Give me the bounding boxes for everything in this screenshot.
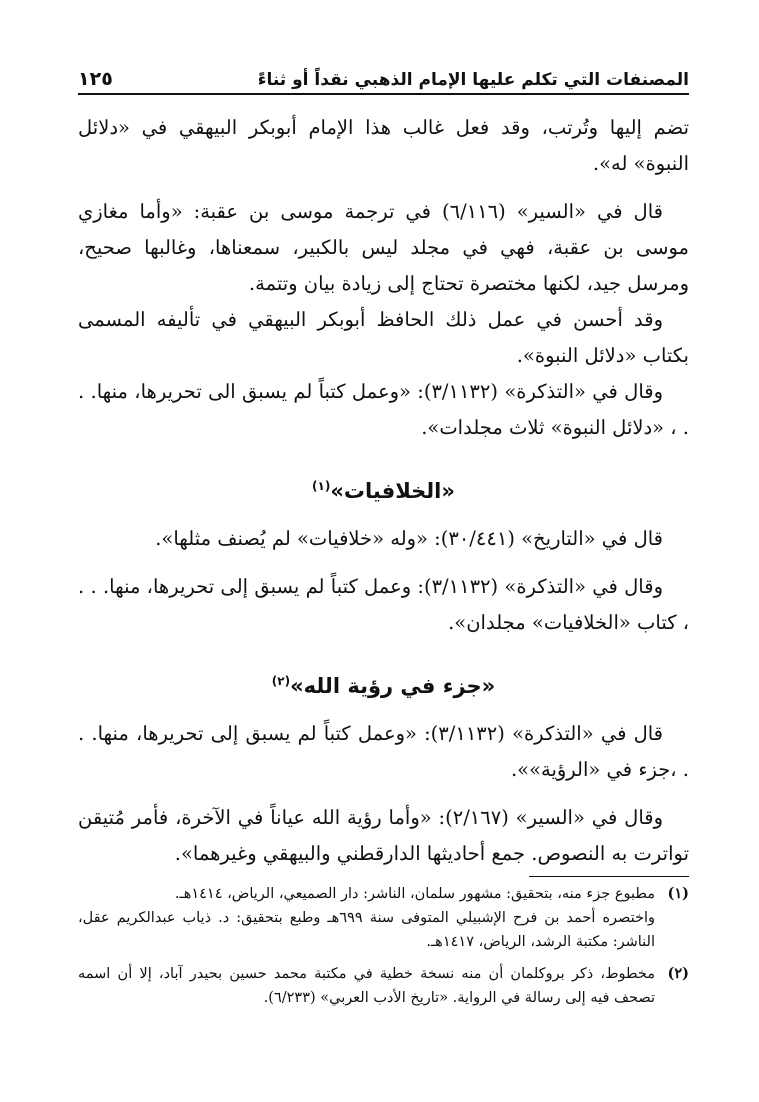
- paragraph-continuation: تضم إليها وتُرتب، وقد فعل غالب هذا الإمام أبوبكر البيهقي في «دلائل النبوة» له».: [78, 116, 689, 175]
- header-rule: [78, 93, 689, 95]
- footnote-separator: [529, 876, 689, 877]
- footnote-line: مطبوع جزء منه، بتحقيق: مشهور سلمان، الناشر: دار الصميعي، الرياض، ١٤١٤هـ.: [174, 886, 655, 902]
- paragraph-tadhkira-quote: وقال في «التذكرة» (٣/١١٣٢): «وعمل كتباً لم يسبق الى تحريرها، منها. . . ، «دلائل النبوة» ثلاث مجلدات».: [78, 380, 689, 439]
- section-title: «جزء في رؤية الله»: [290, 674, 496, 698]
- paragraph-siyar-ruya: وقال في «السير» (٢/١٦٧): «وأما رؤية الله عياناً في الآخرة، فأمر مُتيقن تواترت به النصوص. جمع أحاديثها الدارقطني والبيهقي وغيرهما».: [78, 806, 689, 865]
- footnote-ref: (٢): [271, 674, 291, 688]
- section-title: «الخلافيات»: [330, 479, 455, 503]
- paragraph-tadhkira-ruya: قال في «التذكرة» (٣/١١٣٢): «وعمل كتباً لم يسبق إلى تحريرها، منها. . . ،جزء في «الرؤية»».: [78, 722, 689, 781]
- paragraph-siyar-quote: قال في «السير» (٦/١١٦) في ترجمة موسى بن عقبة: «وأما مغازي موسى بن عقبة، فهي في مجلد ليس بالكبير، سمعناها، وغالبها صحيح، ومرسل جيد، لكنها مختصرة تحتاج إلى زيادة بيان وتتمة.: [78, 200, 689, 295]
- footnote-1: [78, 882, 689, 954]
- footnote-ref: (١): [312, 479, 331, 493]
- footnote-number: (١): [667, 885, 689, 902]
- main-text: [78, 110, 689, 872]
- paragraph-bayhaqi: وقد أحسن في عمل ذلك الحافظ أبوبكر البيهقي في تأليفه المسمى بكتاب «دلائل النبوة».: [78, 308, 689, 367]
- footnote-number: (٢): [667, 965, 689, 982]
- page-header: [78, 58, 689, 90]
- section-heading-khilafiyat: [78, 468, 689, 509]
- section-heading-ruyat-allah: [78, 663, 689, 704]
- footnotes: [78, 882, 689, 1018]
- footnote-line: مخطوط، ذكر بروكلمان أن منه نسخة خطية في مكتبة محمد حسين بحيدر آباد، إلا أن اسمه تصحف فيه إلى رسالة في الرواية. «تاريخ الأدب العربي» (٦/٢٣٣).: [78, 966, 655, 1006]
- running-title: المصنفات التي تكلم عليها الإمام الذهبي نقداً أو ثناءً: [257, 70, 689, 90]
- paragraph-tadhkira-khilafiyat: وقال في «التذكرة» (٣/١١٣٢): وعمل كتباً لم يسبق إلى تحريرها، منها. . . ، كتاب «الخلافيات» مجلدان».: [78, 575, 689, 634]
- footnote-2: [78, 962, 689, 1010]
- footnote-line: واختصره أحمد بن فرح الإشبيلي المتوفى سنة ٦٩٩هـ وطبع بتحقيق: د. ذياب عبدالكريم عقل، الناشر: مكتبة الرشد، الرياض، ١٤١٧هـ.: [78, 910, 655, 950]
- page-number: ١٢٥: [78, 68, 113, 90]
- paragraph-tarikh-quote: قال في «التاريخ» (٣٠/٤٤١): «وله «خلافيات» لم يُصنف مثلها».: [155, 527, 663, 550]
